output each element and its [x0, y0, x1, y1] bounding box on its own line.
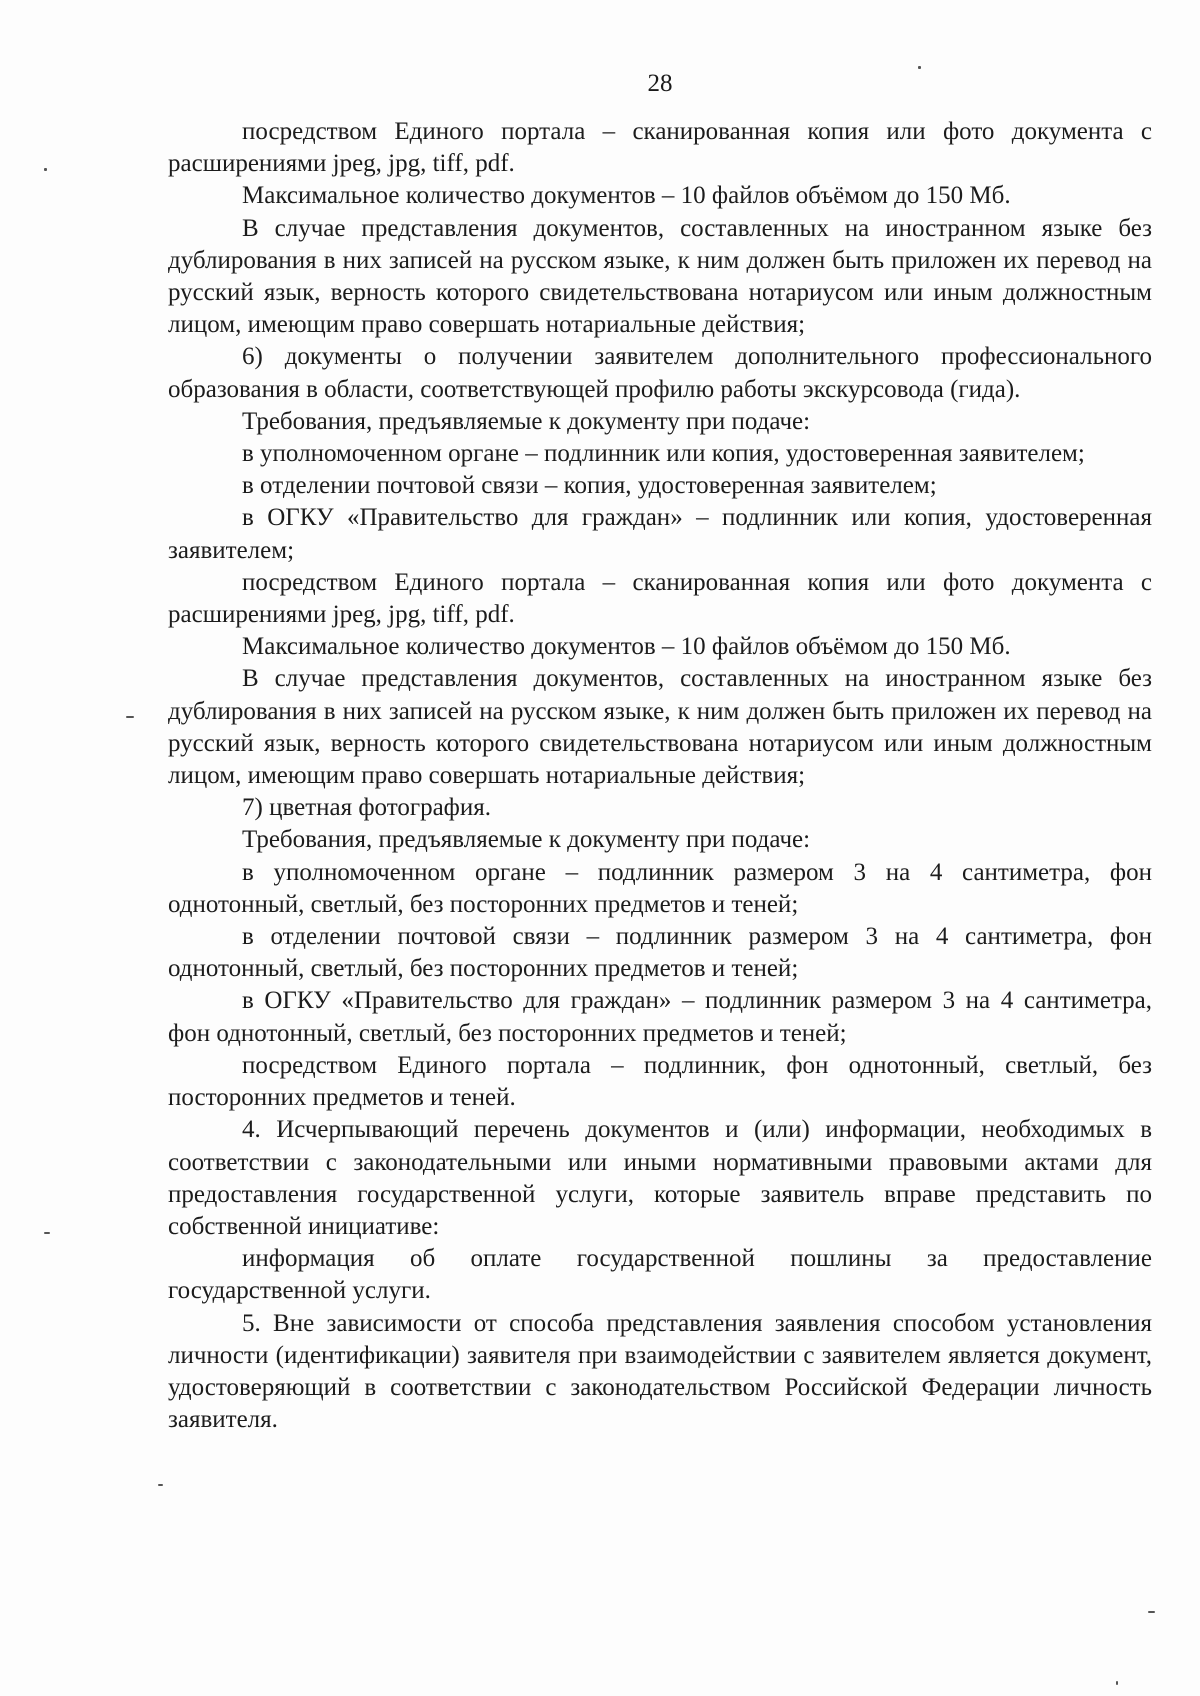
paragraph: в отделении почтовой связи – подлинник размером 3 на 4 сантиметра, фон однотонный, светлый, без посторонних предметов и теней; [168, 923, 1152, 983]
scan-speck [44, 168, 47, 171]
paragraph: информация об оплате государственной пошлины за предоставление государственной услуги. [168, 1245, 1152, 1305]
paragraph: в отделении почтовой связи – копия, удостоверенная заявителем; [242, 472, 937, 500]
paragraph: Максимальное количество документов – 10 файлов объёмом до 150 Мб. [242, 633, 1011, 661]
scan-speck [1148, 1611, 1155, 1613]
page-number: 28 [647, 70, 673, 97]
paragraph: Требования, предъявляемые к документу при подаче: [242, 407, 811, 435]
paragraph: Требования, предъявляемые к документу при подаче: [242, 826, 811, 854]
paragraph: посредством Единого портала – сканированная копия или фото документа с расширениями jpeg, jpg, tiff, pdf. [168, 118, 1152, 178]
scan-speck [1116, 1681, 1118, 1685]
scan-speck [918, 66, 921, 69]
paragraph: посредством Единого портала – подлинник, фон однотонный, светлый, без посторонних предметов и теней. [168, 1051, 1152, 1112]
paragraph: 6) документы о получении заявителем дополнительного профессионального образования в области, соответствующей профилю работы экскурсовода (гида). [168, 343, 1152, 403]
paragraph: Максимальное количество документов – 10 файлов объёмом до 150 Мб. [242, 182, 1011, 210]
document-body [168, 116, 1152, 1436]
paragraph: посредством Единого портала – сканированная копия или фото документа с расширениями jpeg, jpg, tiff, pdf. [168, 568, 1152, 629]
scan-speck [158, 1484, 163, 1486]
paragraph: 7) цветная фотография. [242, 794, 491, 822]
paragraph: 5. Вне зависимости от способа представления заявления способом установления личности (идентификации) заявителя при взаимодействии с заявителем является документ, удостоверяющий в соответствии с законодательством Российской Федерации личность заявителя. [168, 1309, 1152, 1434]
paragraph: в ОГКУ «Правительство для граждан» – подлинник размером 3 на 4 сантиметра, фон однотонный, светлый, без посторонних предметов и теней; [168, 987, 1152, 1047]
paragraph: в уполномоченном органе – подлинник или копия, удостоверенная заявителем; [242, 440, 1085, 468]
paragraph: 4. Исчерпывающий перечень документов и (или) информации, необходимых в соответствии с законодательными или иными нормативными правовыми актами для предоставления государственной услуги, которые заявитель вправе представить по собственной инициативе: [168, 1116, 1152, 1240]
paragraph: в ОГКУ «Правительство для граждан» – подлинник или копия, удостоверенная заявителем; [168, 504, 1152, 564]
paragraph: В случае представления документов, составленных на иностранном языке без дублирования в них записей на русском языке, к ним должен быть приложен их перевод на русский язык, верность которого свидетельствована нотариусом или иным должностным лицом, имеющим право совершать нотариальные действия; [168, 214, 1152, 339]
scan-speck [126, 716, 134, 718]
paragraph: В случае представления документов, составленных на иностранном языке без дублирования в них записей на русском языке, к ним должен быть приложен их перевод на русский язык, верность которого свидетельствована нотариусом или иным должностным лицом, имеющим право совершать нотариальные действия; [168, 665, 1152, 790]
paragraph: в уполномоченном органе – подлинник размером 3 на 4 сантиметра, фон однотонный, светлый, без посторонних предметов и теней; [168, 858, 1152, 918]
scan-speck [44, 1232, 50, 1234]
